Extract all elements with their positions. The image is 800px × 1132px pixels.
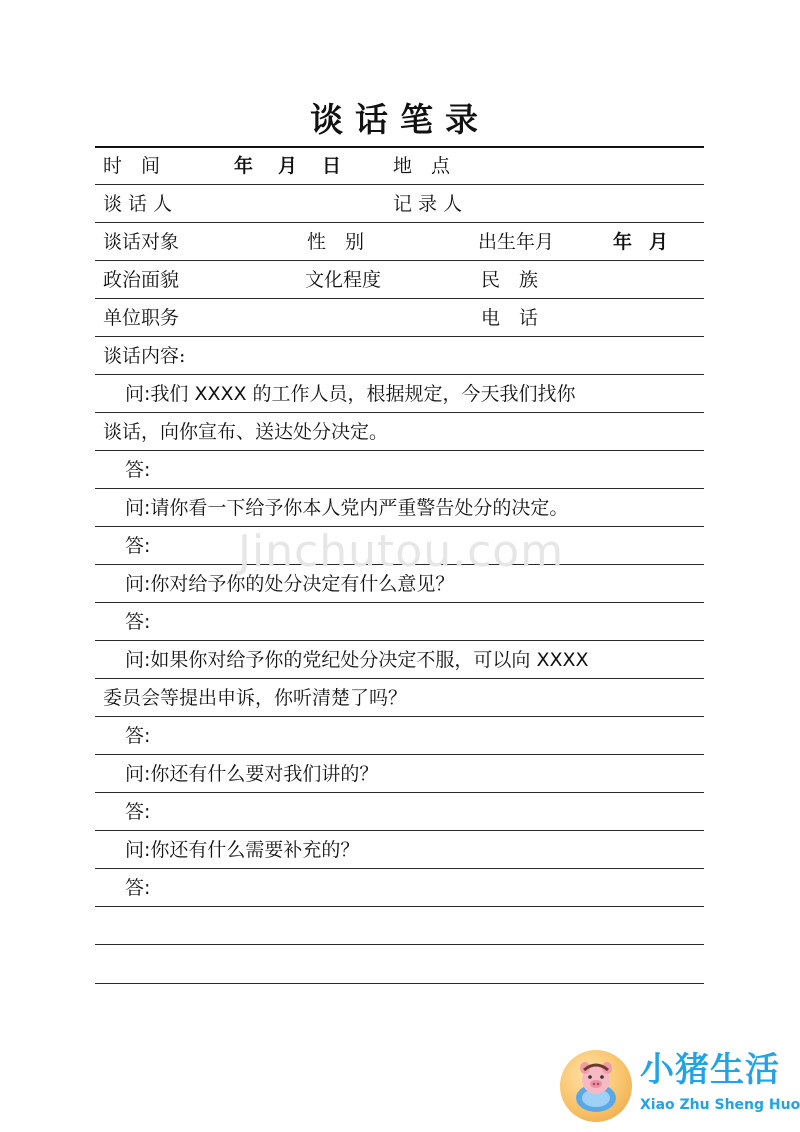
row-divider [95, 944, 704, 945]
row-divider [95, 184, 704, 185]
row-divider [95, 792, 704, 793]
row-divider [95, 678, 704, 679]
answer-4: 答: [125, 725, 151, 747]
answer-5: 答: [125, 801, 151, 823]
question-4-line-2: 委员会等提出申诉，你听清楚了吗？ [103, 687, 408, 709]
row-divider [95, 260, 704, 261]
row-divider [95, 222, 704, 223]
row-divider [95, 716, 704, 717]
logo-title: 小猪生活 [640, 1050, 780, 1090]
row-divider [95, 412, 704, 413]
logo-subtitle: Xiao Zhu Sheng Huo [640, 1097, 800, 1113]
row-divider [95, 602, 704, 603]
question-1-line-2: 谈话，向你宣布、送达处分决定。 [103, 421, 389, 443]
answer-2: 答: [125, 535, 151, 557]
phone-label: 电 话 [481, 307, 539, 329]
watermark: Jinchutou.com [238, 526, 565, 577]
row-divider [95, 906, 704, 907]
question-1-line-1: 问:我们 XXXX 的工作人员，根据规定，今天我们找你 [125, 383, 576, 405]
question-2: 问:请你看一下给予你本人党内严重警告处分的决定。 [125, 497, 569, 519]
answer-6: 答: [125, 877, 151, 899]
education-label: 文化程度 [305, 269, 382, 291]
date-month-label: 月 [278, 155, 298, 177]
top-rule [95, 146, 704, 148]
row-divider [95, 298, 704, 299]
row-divider [95, 336, 704, 337]
political-label: 政治面貌 [103, 269, 180, 291]
row-divider [95, 450, 704, 451]
question-4-line-1: 问:如果你对给予你的党纪处分决定不服，可以向 XXXX [125, 649, 589, 671]
ethnicity-label: 民 族 [481, 269, 539, 291]
recorder-label: 记录人 [393, 193, 469, 215]
question-5: 问:你还有什么要对我们讲的？ [125, 763, 379, 785]
answer-1: 答: [125, 459, 151, 481]
row-divider [95, 983, 704, 984]
row-divider [95, 754, 704, 755]
birth-year-label: 年 [613, 231, 633, 253]
place-label: 地 点 [393, 155, 451, 177]
row-divider [95, 868, 704, 869]
birth-label: 出生年月 [478, 231, 555, 253]
gender-label: 性 别 [307, 231, 365, 253]
answer-3: 答: [125, 611, 151, 633]
question-3: 问:你对给予你的处分决定有什么意见？ [125, 573, 455, 595]
content-label: 谈话内容: [103, 345, 186, 367]
date-day-label: 日 [322, 155, 342, 177]
page-title: 谈话笔录 [310, 100, 490, 139]
row-divider [95, 640, 704, 641]
unit-label: 单位职务 [103, 307, 180, 329]
birth-month-label: 月 [649, 231, 669, 253]
question-6: 问:你还有什么需要补充的？ [125, 839, 360, 861]
time-label: 时 间 [103, 155, 161, 177]
row-divider [95, 830, 704, 831]
brand-logo [560, 1046, 800, 1126]
date-year-label: 年 [234, 155, 254, 177]
interviewer-label: 谈话人 [103, 193, 179, 215]
row-divider [95, 374, 704, 375]
pig-mascot-icon [560, 1050, 632, 1122]
row-divider [95, 488, 704, 489]
subject-label: 谈话对象 [103, 231, 180, 253]
